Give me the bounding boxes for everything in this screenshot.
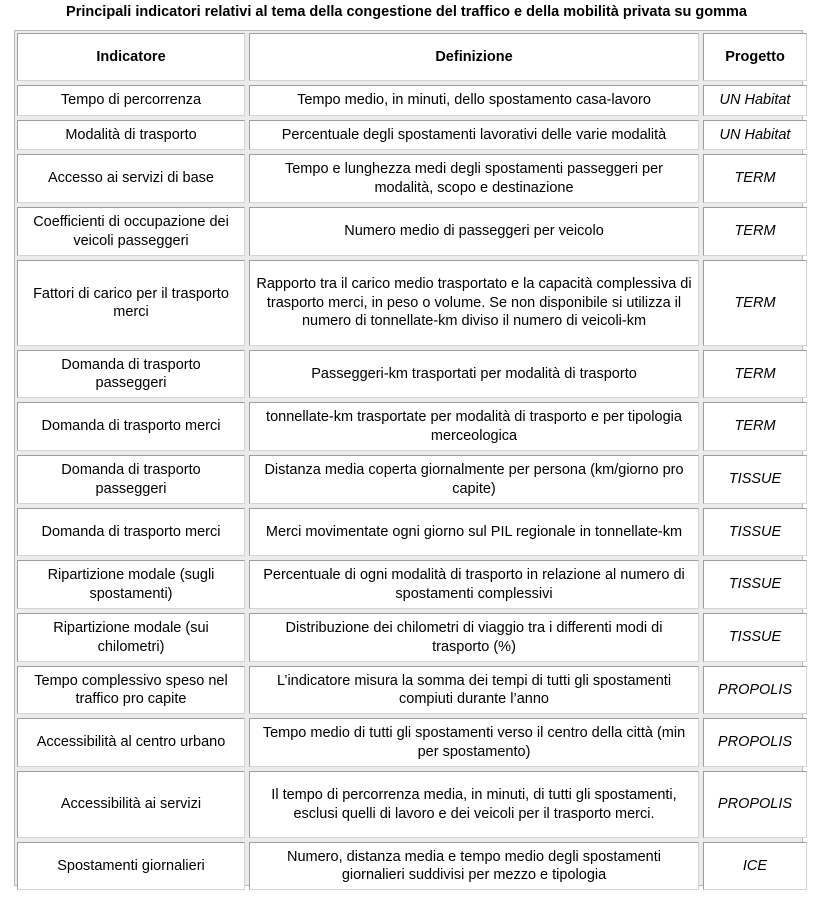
- table-row: [17, 85, 807, 116]
- cell-progetto: ICE: [703, 842, 807, 890]
- cell-progetto: TERM: [703, 260, 807, 346]
- header-definizione: Definizione: [249, 33, 699, 81]
- cell-indicatore: Domanda di trasporto passeggeri: [17, 350, 245, 398]
- table-row: [17, 718, 807, 767]
- cell-progetto: TERM: [703, 207, 807, 256]
- cell-progetto: PROPOLIS: [703, 771, 807, 838]
- cell-definizione: Tempo medio di tutti gli spostamenti verso il centro della città (min per spostamento): [249, 718, 699, 767]
- document-title: Principali indicatori relativi al tema della congestione del traffico e della mobilità privata su gomma: [66, 4, 747, 20]
- cell-indicatore: Accessibilità al centro urbano: [17, 718, 245, 767]
- cell-progetto: UN Habitat: [703, 120, 807, 150]
- cell-indicatore: Fattori di carico per il trasporto merci: [17, 260, 245, 346]
- cell-indicatore: Modalità di trasporto: [17, 120, 245, 150]
- cell-progetto: TISSUE: [703, 455, 807, 504]
- table-row: [17, 350, 807, 398]
- cell-progetto: TERM: [703, 350, 807, 398]
- cell-definizione: Numero, distanza media e tempo medio degli spostamenti giornalieri suddivisi per mezzo e tipologia: [249, 842, 699, 890]
- table-row: [17, 260, 807, 346]
- table-row: [17, 613, 807, 662]
- cell-definizione: Percentuale di ogni modalità di trasporto in relazione al numero di spostamenti complessivi: [249, 560, 699, 609]
- cell-definizione: Merci movimentate ogni giorno sul PIL regionale in tonnellate-km: [249, 508, 699, 556]
- cell-indicatore: Ripartizione modale (sugli spostamenti): [17, 560, 245, 609]
- table-row: [17, 455, 807, 504]
- cell-indicatore: Accesso ai servizi di base: [17, 154, 245, 203]
- cell-definizione: Rapporto tra il carico medio trasportato e la capacità complessiva di trasporto merci, in peso o volume. Se non disponibile si utilizza il numero di tonnellate-km diviso il numero di veicoli-km: [249, 260, 699, 346]
- cell-progetto: TISSUE: [703, 508, 807, 556]
- table-row: [17, 402, 807, 451]
- table-row: [17, 508, 807, 556]
- cell-indicatore: Domanda di trasporto merci: [17, 508, 245, 556]
- cell-definizione: Tempo medio, in minuti, dello spostamento casa-lavoro: [249, 85, 699, 116]
- table-header-row: [17, 33, 807, 81]
- cell-indicatore: Tempo complessivo speso nel traffico pro capite: [17, 666, 245, 714]
- cell-indicatore: Accessibilità ai servizi: [17, 771, 245, 838]
- cell-indicatore: Tempo di percorrenza: [17, 85, 245, 116]
- table-row: [17, 560, 807, 609]
- indicators-table: [13, 29, 811, 894]
- cell-indicatore: Coefficienti di occupazione dei veicoli passeggeri: [17, 207, 245, 256]
- cell-indicatore: Domanda di trasporto merci: [17, 402, 245, 451]
- cell-definizione: Tempo e lunghezza medi degli spostamenti passeggeri per modalità, scopo e destinazione: [249, 154, 699, 203]
- cell-definizione: Distribuzione dei chilometri di viaggio tra i differenti modi di trasporto (%): [249, 613, 699, 662]
- cell-progetto: PROPOLIS: [703, 666, 807, 714]
- cell-definizione: Distanza media coperta giornalmente per persona (km/giorno pro capite): [249, 455, 699, 504]
- cell-indicatore: Domanda di trasporto passeggeri: [17, 455, 245, 504]
- cell-progetto: TERM: [703, 154, 807, 203]
- header-indicatore: Indicatore: [17, 33, 245, 81]
- header-progetto: Progetto: [703, 33, 807, 81]
- cell-definizione: Il tempo di percorrenza media, in minuti, di tutti gli spostamenti, esclusi quelli di lavoro e dei veicoli per il trasporto merci.: [249, 771, 699, 838]
- table-row: [17, 666, 807, 714]
- cell-definizione: Passeggeri-km trasportati per modalità di trasporto: [249, 350, 699, 398]
- table-row: [17, 771, 807, 838]
- cell-indicatore: Ripartizione modale (sui chilometri): [17, 613, 245, 662]
- table-row: [17, 207, 807, 256]
- table-row: [17, 842, 807, 890]
- cell-definizione: tonnellate-km trasportate per modalità di trasporto e per tipologia merceologica: [249, 402, 699, 451]
- table-row: [17, 154, 807, 203]
- table-row: [17, 120, 807, 150]
- cell-progetto: TERM: [703, 402, 807, 451]
- cell-definizione: Percentuale degli spostamenti lavorativi delle varie modalità: [249, 120, 699, 150]
- cell-progetto: PROPOLIS: [703, 718, 807, 767]
- cell-definizione: Numero medio di passeggeri per veicolo: [249, 207, 699, 256]
- cell-indicatore: Spostamenti giornalieri: [17, 842, 245, 890]
- cell-progetto: UN Habitat: [703, 85, 807, 116]
- cell-progetto: TISSUE: [703, 613, 807, 662]
- cell-definizione: L’indicatore misura la somma dei tempi di tutti gli spostamenti compiuti durante l’anno: [249, 666, 699, 714]
- cell-progetto: TISSUE: [703, 560, 807, 609]
